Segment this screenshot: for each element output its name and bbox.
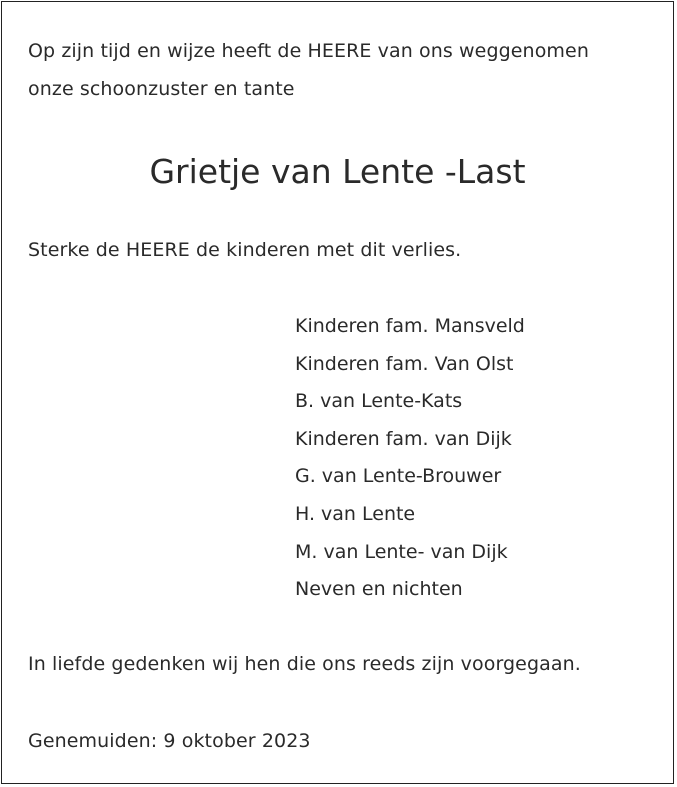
deceased-name: Grietje van Lente -Last [149, 152, 526, 191]
relative-item: Kinderen fam. Van Olst [295, 352, 514, 375]
wish-text: Sterke de HEERE de kinderen met dit verlies. [28, 239, 462, 261]
intro-line-2: onze schoonzuster en tante [28, 78, 295, 100]
relative-item: Neven en nichten [295, 578, 463, 601]
relative-item: B. van Lente-Kats [295, 390, 463, 413]
intro-line-1: Op zijn tijd en wijze heeft de HEERE van ons weggenomen [28, 40, 589, 62]
relative-item: Kinderen fam. van Dijk [295, 427, 512, 450]
relative-item: H. van Lente [295, 502, 416, 525]
relative-item: G. van Lente-Brouwer [295, 465, 502, 488]
relative-item: Kinderen fam. Mansveld [295, 315, 525, 337]
place-date: Genemuiden: 9 oktober 2023 [28, 730, 311, 752]
closing-text: In liefde gedenken wij hen die ons reeds zijn voorgegaan. [28, 653, 581, 675]
relative-item: M. van Lente- van Dijk [295, 540, 508, 563]
death-notice [1, 1, 674, 784]
relatives-list [295, 314, 525, 615]
